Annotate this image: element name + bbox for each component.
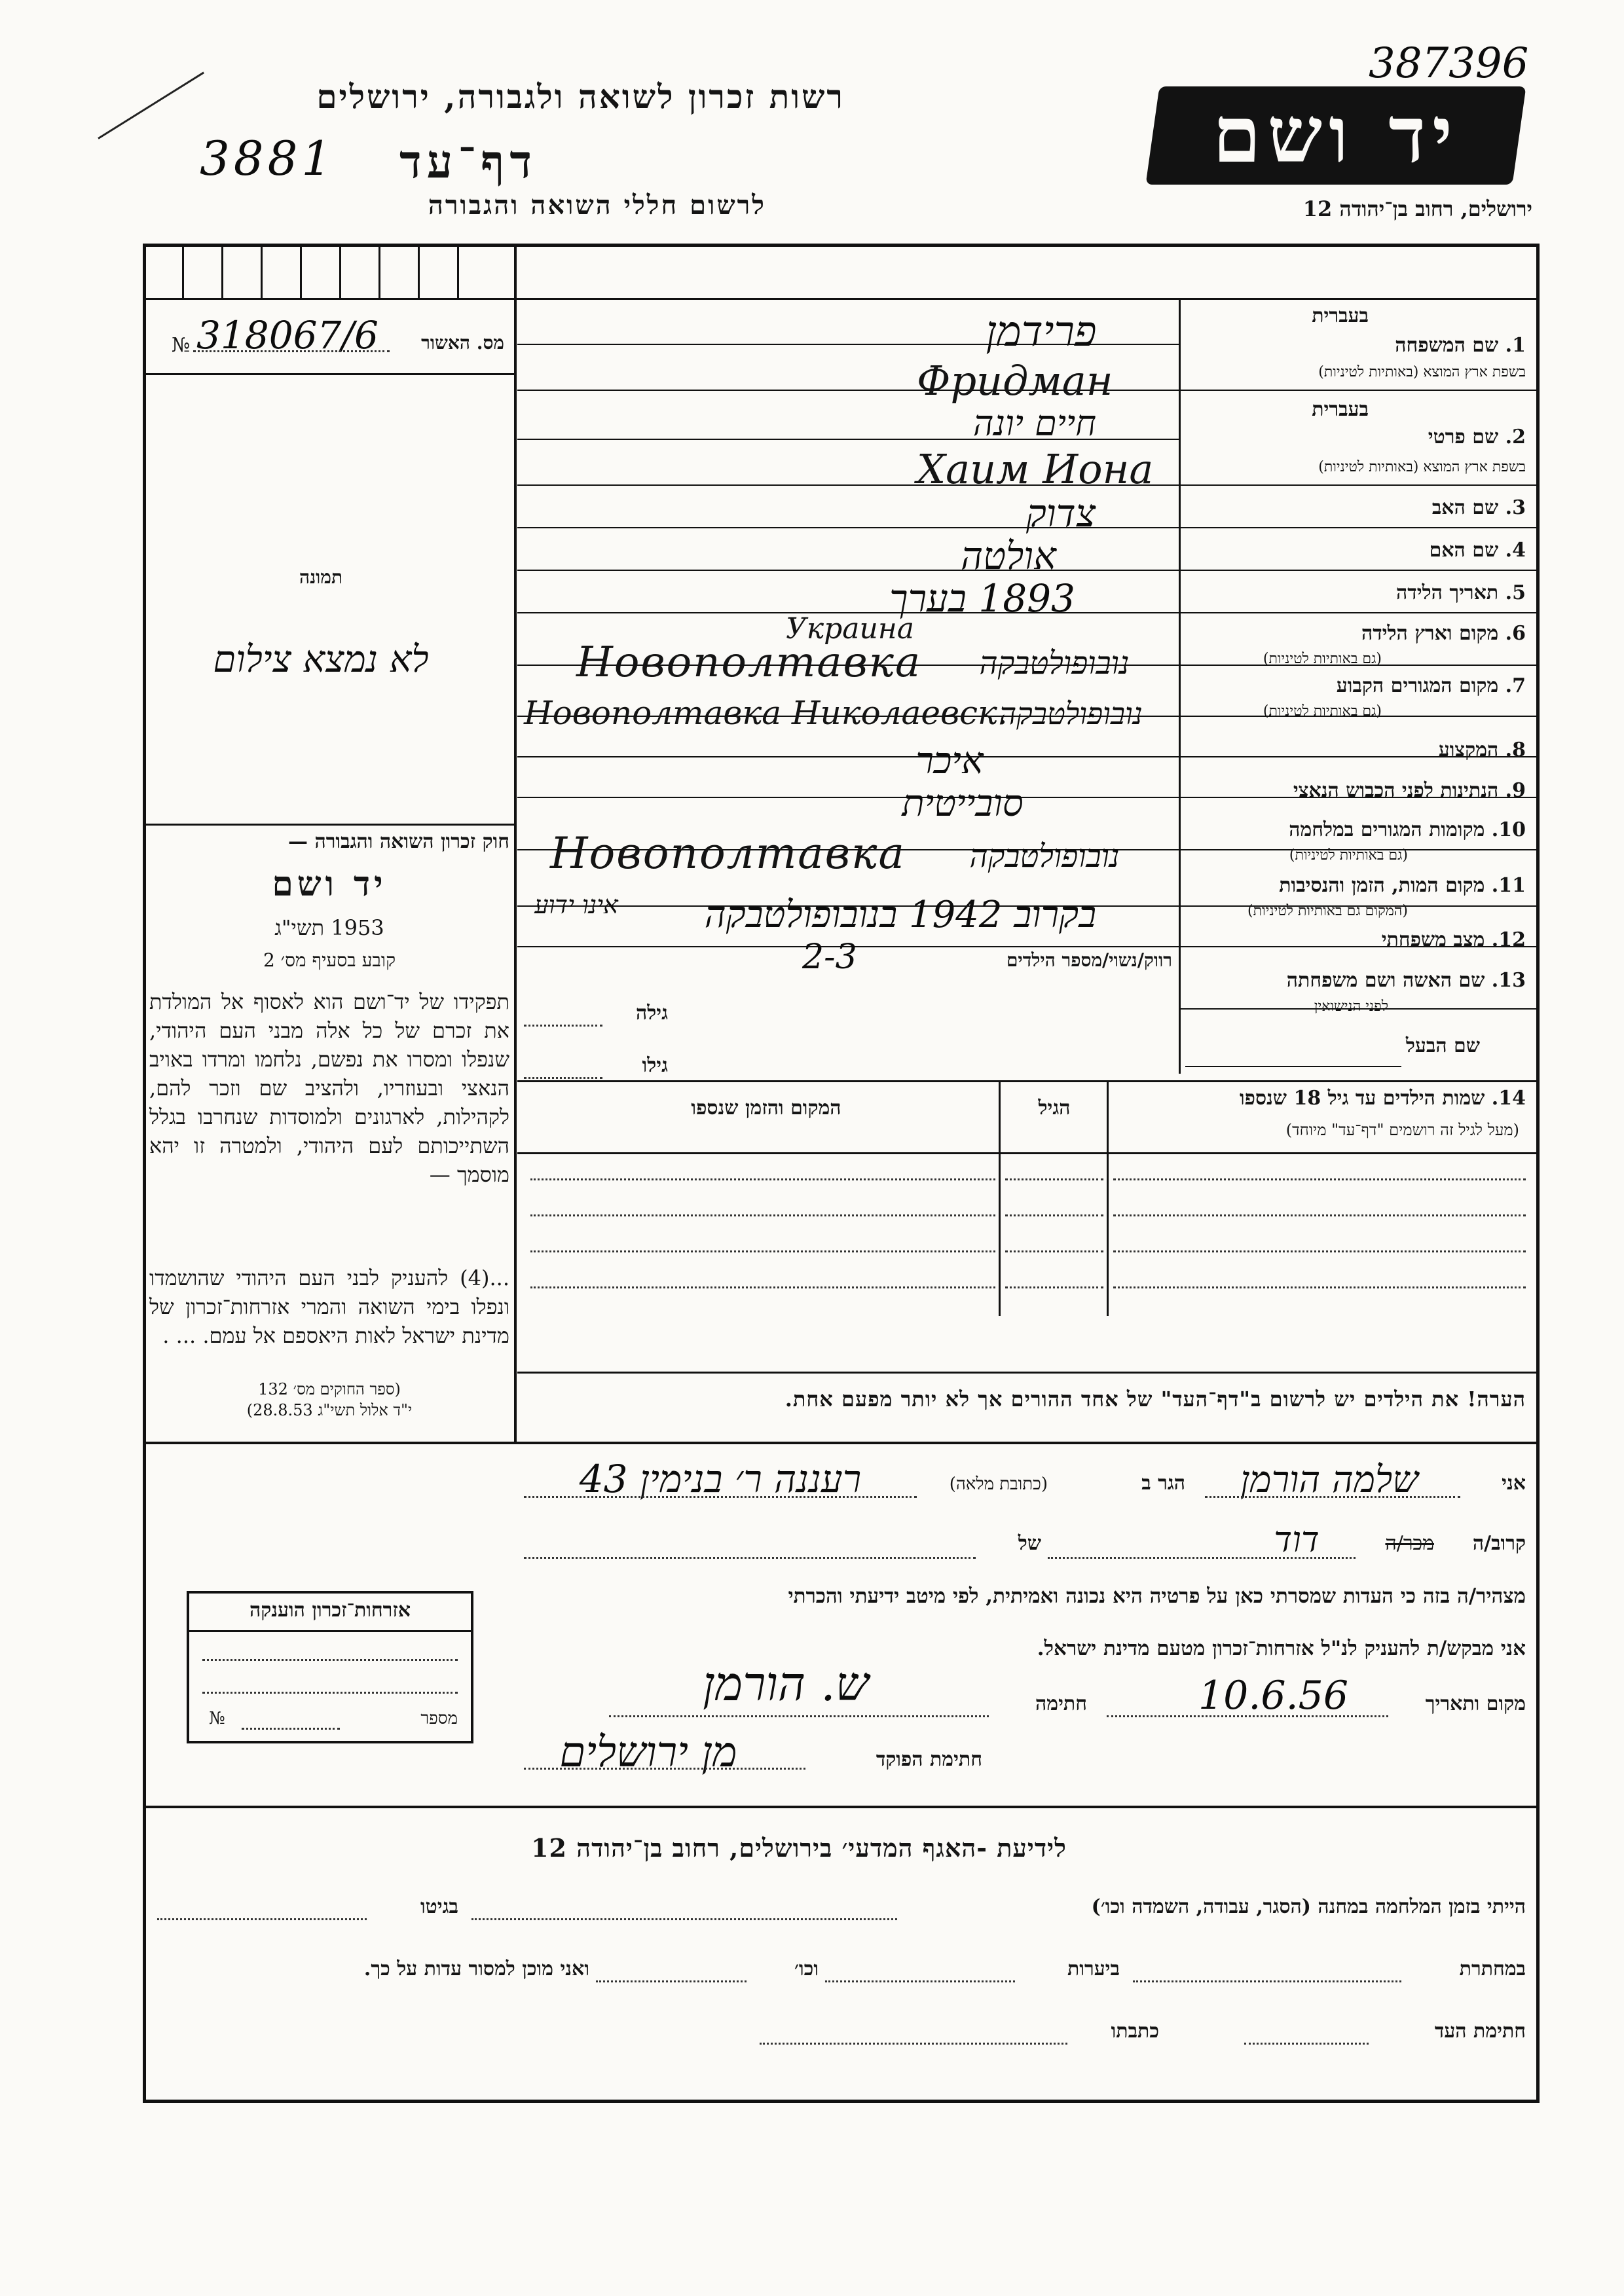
f1-heb-value[interactable]: פרידמן [986, 308, 1097, 356]
law-source: (ספר החוקים מס׳ 132 [258, 1380, 401, 1398]
law-date: י"ד אלול תשי"ג 28.8.53) [246, 1401, 413, 1419]
law-ref: קובע בסעיף מס׳ 2 [263, 949, 396, 971]
footer-line1: הייתי בזמן המלחמה במחנה (הסגר, עבודה, השמדה וכו׳) [1091, 1895, 1526, 1918]
footer-ready: ואני מוכן למסור עדות על כך. [363, 1958, 589, 1980]
children-title: 14. שמות הילדים עד גיל 18 שנספו [1239, 1087, 1526, 1110]
her-age-label: גילה [635, 1002, 668, 1025]
f5-label: 5. תאריך הלידה [1396, 581, 1526, 604]
footer-address: כתבתו [1111, 2020, 1159, 2043]
f2-origin-label: בשפת ארץ המוצא (באותיות לטיניות) [1318, 459, 1526, 475]
f10-value[interactable]: Новополтавка [550, 828, 906, 879]
declare-line: מצהיר/ה בזה כי העדות שמסרתי כאן על פרטיה היא נכונה ואמיתית, לפי מיטב ידיעתי והכרתי [788, 1584, 1526, 1608]
form-subtitle: לרשום חללי השואה והגבורה [428, 190, 766, 221]
footer-etc: וכו׳ [794, 1958, 819, 1980]
law-text-2: ...(4) להעניק לבני העם היהודי שהושמדו ונפלו בימי השואה והמרי אזרחות־זכרון של מדינת ישראל לאות היאספם אל עמם. ... . [149, 1266, 509, 1348]
footer-ghetto: בגיטו [420, 1895, 458, 1918]
header-address: ירושלים, רחוב בן־יהודה 12 [1302, 196, 1532, 221]
f13-label: 13. שם האשה ושם משפחתה [1286, 969, 1526, 992]
footer-underground: במחתרת [1459, 1958, 1526, 1980]
f1-label: 1. שם המשפחה [1395, 334, 1526, 357]
citizenship-title: אזרחות־זכרון הוענקה [249, 1599, 411, 1622]
f11-sub-label: (המקום גם באותיות לטיניות) [1247, 903, 1408, 919]
stamp-number: 387396 [1369, 39, 1529, 88]
citizenship-number-label: מספר [420, 1709, 458, 1728]
of-label: של [1018, 1532, 1041, 1555]
form-title: דף־עד [399, 134, 538, 189]
footer-witness-signature: חתימת העד [1434, 2020, 1526, 2043]
citizenship-no-sign: № [209, 1709, 225, 1728]
request-line: אני מבקש/ת להעניק לנ"ל אזרחות־זכרון מטעם מדינת ישראל. [1037, 1637, 1526, 1660]
f7-latin-label: (גם באותיות לטיניות) [1263, 703, 1382, 720]
f2-heb-value[interactable]: חיים יונה [972, 403, 1097, 444]
officer-signature[interactable]: מן ירושלים [559, 1728, 737, 1777]
witness-i-label: אני [1502, 1472, 1526, 1495]
approval-number: 318067/6 [196, 313, 378, 357]
col-age: הגיל [1038, 1097, 1071, 1120]
f7-value[interactable]: Новополтавка Николаевск. [524, 694, 1008, 732]
f2-hebrew-label: בעברית [1312, 398, 1369, 421]
place-date-value[interactable]: 10.6.56 [1198, 1673, 1349, 1719]
f2-label: 2. שם פרטי [1428, 426, 1526, 448]
photo-rule [143, 824, 516, 826]
f9-value[interactable]: סובייטית [902, 782, 1024, 825]
citizenship-box [187, 1591, 473, 1743]
relative-struck: מכר/ה [1385, 1532, 1434, 1555]
witness-name[interactable]: שלמה הורמן [1240, 1459, 1418, 1501]
note-bottom-rule [143, 1442, 1540, 1444]
f10-heb-value[interactable]: נובופולטבקה [969, 838, 1120, 875]
f1-origin-label: בשפת ארץ המוצא (באותיות לטיניות) [1318, 364, 1526, 380]
f7-heb-value[interactable]: נובופולטבקה [999, 696, 1143, 731]
children-top-rule [517, 1080, 1539, 1082]
children-rows [524, 1152, 1532, 1316]
f1-hebrew-label: בעברית [1312, 304, 1369, 327]
f4-label: 4. שם האם [1429, 539, 1526, 562]
law-title: חוק זכרון השואה והגבורה — [288, 830, 509, 853]
note-top-rule [517, 1372, 1539, 1374]
approval-rule [143, 373, 516, 375]
f3-value[interactable]: צדוק [1025, 491, 1096, 536]
signature-label: חתימה [1035, 1692, 1087, 1715]
husband-label: שם הבעל [1405, 1034, 1480, 1057]
f11-value[interactable]: בקרוב 1942 בנובופולטבקה [704, 894, 1097, 936]
signature-value[interactable]: ש. הורמן [703, 1656, 869, 1711]
children-subtitle: (מעל לגיל זה רושמים "דף־עד" מיוחד) [1285, 1121, 1519, 1139]
law-year: 1953 תשי"ג [274, 915, 384, 940]
f8-label: 8. המקצוע [1438, 738, 1526, 761]
form-number: 3881 [200, 131, 336, 186]
place-date-label: מקום ותאריך [1425, 1692, 1526, 1715]
photo-note: לא נמצא צילום [213, 638, 429, 681]
witness-address[interactable]: רעננה ר׳ בנימין 43 [579, 1457, 862, 1501]
officer-label: חתימת הפוקד [876, 1748, 982, 1771]
f6-heb-value[interactable]: נובופולטבקה [979, 645, 1130, 682]
f11-extra-value[interactable]: אינו ידוע [534, 890, 618, 919]
f6-country-value[interactable]: Украина [786, 612, 915, 646]
col-place: המקום והזמן שנספו [691, 1097, 841, 1120]
relative-label: קרוב/ה [1472, 1532, 1526, 1555]
f9-label: 9. הנתינות לפני הכבוש הנאצי [1293, 779, 1526, 802]
f3-label: 3. שם האב [1431, 496, 1526, 519]
index-boxes [143, 244, 516, 299]
f4-value[interactable]: אולטה [961, 534, 1056, 578]
f5-value[interactable]: 1893 בערך [889, 576, 1075, 621]
law-text: תפקידו של יד־ושם הוא לאסוף אל המולדת את זכרם של כל אלה מבני העם היהודי, שנפלו ומסרו את נפשם, נלחמו ומרדו באויב הנאצי ובעוזריו, ולהציב שם וזכר להם, לקהילות, לארגונים ולמוסדות שנחרבו בגלל השתייכותם לעם היהודי, ולמטרה זו יהא מוסמך — [149, 989, 509, 1187]
relative-value[interactable]: דוד [1274, 1519, 1320, 1560]
approval-no-sign: № [172, 334, 191, 357]
f11-label: 11. מקום המות, הזמן והנסיבות [1279, 874, 1526, 897]
his-age-dots [524, 1077, 602, 1079]
footer-forests: ביערות [1067, 1958, 1120, 1980]
approval-dots [193, 350, 390, 352]
address-label: (כתובת מלאה) [949, 1474, 1048, 1494]
frame-left [143, 244, 146, 2103]
husband-underline [1185, 1066, 1401, 1067]
footer-title: לידיעת -האגף המדעי׳ בירושלים, רחוב בן־יהודה 12 [531, 1833, 1067, 1863]
authority-name: רשות זכרון לשואה ולגבורה, ירושלים [316, 77, 845, 116]
logo-text: יד ושם [1212, 89, 1460, 180]
footer-top-rule [143, 1806, 1540, 1808]
frame-bottom [143, 2100, 1540, 2103]
resides-label: הגר ב [1141, 1472, 1185, 1495]
f10-latin-label: (גם באותיות לטיניות) [1289, 847, 1408, 864]
law-logo: יד ושם [272, 864, 387, 904]
his-age-label: גילו [642, 1054, 668, 1077]
children-count-label: רווק/נשוי/מספר הילדים [1006, 949, 1172, 971]
f12-label: 12. מצב משפחתי [1381, 928, 1526, 951]
f10-label: 10. מקומות המגורים במלחמה [1289, 818, 1526, 841]
photo-label: תמונה [299, 566, 343, 588]
f8-value[interactable]: איכר [915, 740, 984, 782]
her-age-dots [524, 1025, 602, 1027]
f6-value[interactable]: Новополтавка [576, 638, 922, 687]
f12-value[interactable]: 2-3 [802, 938, 857, 977]
f2-lat-value[interactable]: Хаим Иона [917, 445, 1154, 493]
f1-lat-value[interactable]: Фридман [917, 357, 1113, 405]
approval-label: מס. האשור [421, 332, 504, 354]
f7-label: 7. מקום המגורים הקבוע [1336, 674, 1526, 697]
f6-label: 6. מקום וארץ הלידה [1361, 622, 1526, 645]
f13-sub-label: לפני הנישואין [1314, 998, 1388, 1015]
note-text: הערה! את הילדים יש לרשום ב"דף־העד" של אחד ההורים אך לא יותר מפעם אחת. [784, 1387, 1526, 1412]
left-column-divider [514, 244, 517, 1442]
header [0, 0, 1624, 242]
f6-latin-label: (גם באותיות לטיניות) [1263, 651, 1382, 667]
